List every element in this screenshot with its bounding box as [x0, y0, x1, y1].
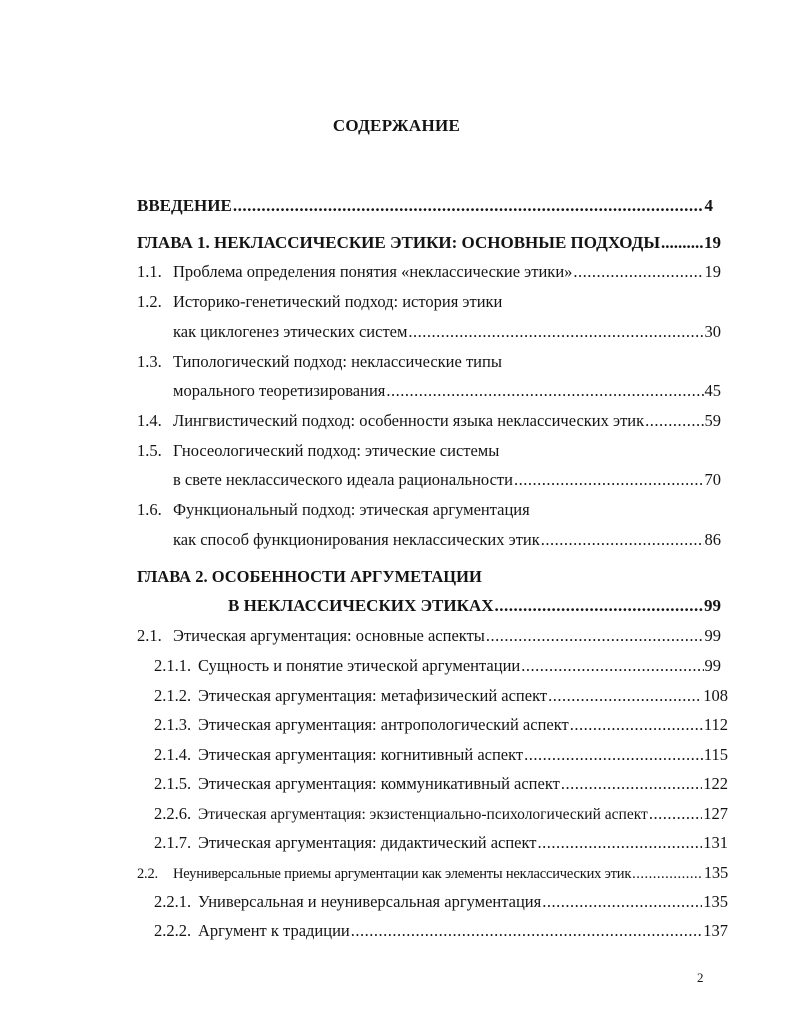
toc-entry-2-1-4[interactable] — [154, 745, 728, 769]
toc-entry-page: 135 — [703, 892, 728, 911]
toc-entry-page: 99 — [704, 656, 721, 675]
toc-entry-page: 99 — [704, 596, 721, 615]
toc-entry-text: Этическая аргументация: дидактический аспект — [198, 833, 537, 852]
toc-entry-number: 2.1. — [137, 626, 162, 645]
page-title: СОДЕРЖАНИЕ — [332, 116, 461, 135]
toc-entry-text: Функциональный подход: этическая аргументация — [173, 500, 530, 519]
toc-leader-dots — [538, 833, 703, 853]
toc-entry-chapter-1[interactable] — [137, 233, 721, 257]
toc-entry-page: 137 — [703, 921, 728, 940]
page-number: 2 — [697, 970, 704, 985]
toc-entry-1-2-line-2[interactable] — [173, 322, 721, 346]
toc-leader-dots — [495, 596, 704, 616]
toc-entry-page: 19 — [704, 233, 721, 252]
toc-entry-page: 122 — [703, 774, 728, 793]
toc-entry-1-6-line-1[interactable] — [137, 500, 530, 524]
toc-entry-page: 30 — [704, 322, 721, 341]
toc-leader-dots — [233, 196, 704, 216]
toc-leader-dots — [649, 804, 702, 824]
toc-leader-dots — [561, 774, 702, 794]
toc-entry-1-5-line-2[interactable] — [173, 470, 721, 494]
toc-entry-1-3-line-2[interactable] — [173, 381, 721, 405]
toc-leader-dots — [386, 381, 703, 401]
toc-entry-page: 59 — [704, 411, 721, 430]
toc-entry-number: 2.2.6. — [154, 804, 192, 823]
toc-entry-page: 19 — [704, 262, 721, 281]
toc-entry-2-1-7[interactable] — [154, 833, 728, 857]
toc-entry-text: Типологический подход: неклассические типы — [173, 352, 502, 371]
toc-entry-2-1-1[interactable] — [154, 656, 721, 680]
toc-entry-number: 2.1.4. — [154, 745, 192, 764]
toc-entry-text: в свете неклассического идеала рациональности — [173, 470, 513, 489]
toc-entry-page: 99 — [704, 626, 721, 645]
toc-entry-2-1-3[interactable] — [154, 715, 728, 739]
toc-entry-1-3-line-1[interactable] — [137, 352, 502, 376]
toc-entry-number: 2.1.7. — [154, 833, 192, 852]
toc-entry-page: 127 — [703, 804, 728, 823]
toc-entry-number: 1.3. — [137, 352, 162, 371]
toc-entry-text: Лингвистический подход: особенности языка неклассических этик — [173, 411, 645, 430]
toc-entry-text: Сущность и понятие этической аргументации — [198, 656, 521, 675]
toc-entry-page: 131 — [703, 833, 728, 852]
toc-leader-dots — [514, 470, 704, 490]
toc-entry-1-4[interactable] — [137, 411, 721, 435]
toc-entry-text: ВВЕДЕНИЕ — [137, 196, 232, 215]
toc-entry-1-6-line-2[interactable] — [173, 530, 721, 554]
toc-entry-1-5-line-1[interactable] — [137, 441, 499, 465]
toc-entry-text: как циклогенез этических систем — [173, 322, 408, 341]
toc-leader-dots — [645, 411, 703, 431]
toc-entry-2-1-2[interactable] — [154, 686, 728, 710]
toc-entry-1-2-line-1[interactable] — [137, 292, 502, 316]
toc-entry-2-2-1[interactable] — [154, 892, 728, 916]
toc-entry-text: Этическая аргументация: экзистенциально-психологический аспект — [198, 806, 648, 823]
toc-leader-dots — [524, 745, 703, 765]
toc-entry-number: 2.2.2. — [154, 921, 192, 940]
toc-entry-2-1[interactable] — [137, 626, 721, 650]
toc-leader-dots — [573, 262, 703, 282]
toc-entry-page: 70 — [704, 470, 721, 489]
toc-entry-1-1[interactable] — [137, 262, 721, 286]
toc-leader-dots — [408, 322, 703, 342]
toc-entry-2-1-5[interactable] — [154, 774, 728, 798]
toc-entry-text: Проблема определения понятия «неклассические этики» — [173, 262, 573, 281]
toc-entry-introduction[interactable] — [137, 196, 713, 220]
toc-entry-page: 86 — [704, 530, 721, 549]
toc-entry-number: 2.1.5. — [154, 774, 192, 793]
toc-entry-number: 2.1.1. — [154, 656, 192, 675]
toc-entry-text: Этическая аргументация: коммуникативный аспект — [198, 774, 560, 793]
toc-leader-dots — [541, 530, 704, 550]
toc-entry-text: Этическая аргументация: основные аспекты — [173, 626, 485, 645]
toc-entry-text: Историко-генетический подход: история этики — [173, 292, 503, 311]
toc-entry-number: 1.2. — [137, 292, 162, 311]
toc-entry-number: 1.6. — [137, 500, 162, 519]
toc-entry-text: В НЕКЛАССИЧЕСКИХ ЭТИКАХ — [228, 596, 494, 615]
toc-entry-page: 108 — [703, 686, 728, 705]
toc-entry-page: 45 — [704, 381, 721, 400]
toc-entry-number: 2.1.3. — [154, 715, 192, 734]
toc-entry-2-2-2[interactable] — [154, 921, 728, 945]
toc-entry-page: 112 — [703, 715, 728, 734]
toc-entry-number: 1.1. — [137, 262, 162, 281]
toc-leader-dots — [521, 656, 703, 676]
toc-leader-dots — [351, 921, 703, 941]
toc-entry-chapter-2-line-2[interactable] — [228, 596, 721, 620]
toc-entry-text: Универсальная и неуниверсальная аргументация — [198, 892, 542, 911]
toc-entry-text: ГЛАВА 1. НЕКЛАССИЧЕСКИЕ ЭТИКИ: ОСНОВНЫЕ ПОДХОДЫ — [137, 233, 661, 252]
toc-entry-text: Аргумент к традиции — [198, 921, 350, 940]
toc-leader-dots — [486, 626, 704, 646]
toc-entry-number: 2.2.1. — [154, 892, 192, 911]
toc-leader-dots — [570, 715, 703, 735]
toc-leader-dots — [548, 686, 702, 706]
toc-leader-dots — [661, 233, 703, 253]
toc-entry-page: 115 — [703, 745, 728, 764]
toc-leader-dots — [632, 866, 703, 883]
toc-leader-dots — [542, 892, 702, 912]
toc-entry-text: Этическая аргументация: метафизический аспект — [198, 686, 548, 705]
toc-entry-text: Этическая аргументация: когнитивный аспект — [198, 745, 524, 764]
toc-entry-text: Этическая аргументация: антропологический аспект — [198, 715, 569, 734]
toc-entry-text: Неуниверсальные приемы аргументации как элементы неклассических этик — [173, 866, 632, 882]
toc-entry-page: 4 — [704, 196, 713, 215]
toc-entry-number: 1.5. — [137, 441, 162, 460]
toc-entry-number: 2.2. — [137, 866, 158, 882]
toc-entry-number: 2.1.2. — [154, 686, 192, 705]
toc-entry-page: 135 — [703, 863, 728, 882]
toc-entry-text: как способ функционирования неклассических этик — [173, 530, 540, 549]
toc-entry-2-2[interactable] — [137, 863, 728, 887]
toc-entry-text: морального теоретизирования — [173, 381, 386, 400]
toc-entry-2-2-6[interactable] — [154, 804, 728, 828]
toc-entry-text: Гносеологический подход: этические системы — [173, 441, 500, 460]
toc-entry-number: 1.4. — [137, 411, 162, 430]
toc-entry-chapter-2-line-1[interactable]: ГЛАВА 2. ОСОБЕННОСТИ АРГУМЕТАЦИИ — [137, 567, 482, 586]
